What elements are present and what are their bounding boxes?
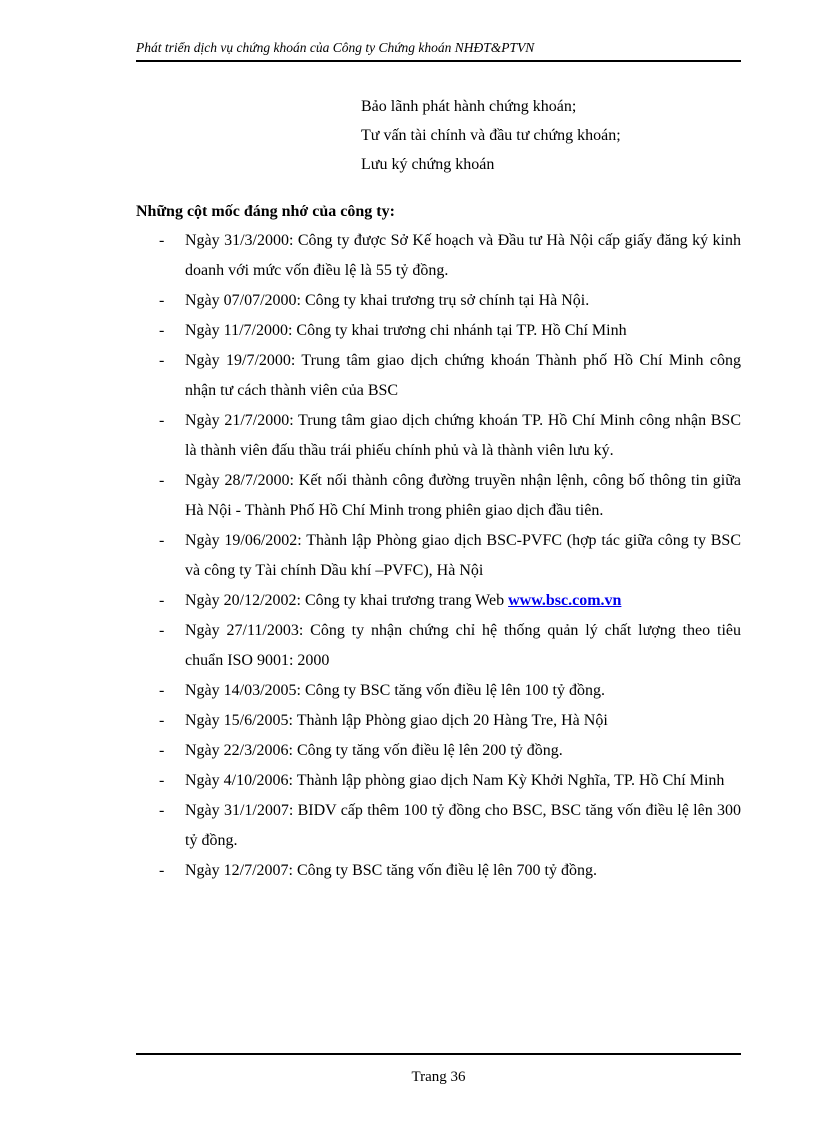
bullet-dash: - <box>159 772 165 789</box>
milestone-item <box>136 856 741 886</box>
milestone-text: Ngày 19/06/2002: Thành lập Phòng giao dịch BSC-PVFC (hợp tác giữa công ty BSC và công ty Tài chính Dầu khí –PVFC), Hà Nội <box>185 532 741 579</box>
milestone-text: Ngày 4/10/2006: Thành lập phòng giao dịch Nam Kỳ Khởi Nghĩa, TP. Hồ Chí Minh <box>185 772 725 789</box>
milestone-item <box>136 286 741 316</box>
website-link[interactable]: www.bsc.com.vn <box>508 592 622 609</box>
bullet-dash: - <box>159 622 165 639</box>
bullet-dash: - <box>159 532 165 549</box>
milestone-item <box>136 316 741 346</box>
footer-rule <box>136 1053 741 1055</box>
milestone-item <box>136 526 741 586</box>
milestone-text: Ngày 19/7/2000: Trung tâm giao dịch chứng khoán Thành phố Hồ Chí Minh công nhận tư cách thành viên của BSC <box>185 352 741 399</box>
bullet-dash: - <box>159 862 165 879</box>
milestone-item <box>136 736 741 766</box>
bullet-dash: - <box>159 712 165 729</box>
milestone-item <box>136 226 741 286</box>
bullet-dash: - <box>159 472 165 489</box>
milestone-text: Ngày 07/07/2000: Công ty khai trương trụ sở chính tại Hà Nội. <box>185 292 590 309</box>
bullet-dash: - <box>159 292 165 309</box>
milestone-text: Ngày 14/03/2005: Công ty BSC tăng vốn điều lệ lên 100 tỷ đồng. <box>185 682 605 699</box>
milestone-item <box>136 796 741 856</box>
milestone-item <box>136 616 741 676</box>
milestone-text: Ngày 20/12/2002: Công ty khai trương trang Web <box>185 592 509 609</box>
milestone-text: Ngày 21/7/2000: Trung tâm giao dịch chứng khoán TP. Hồ Chí Minh công nhận BSC là thành viên đấu thầu trái phiếu chính phủ và là thành viên lưu ký. <box>185 412 741 459</box>
milestone-text: Ngày 31/1/2007: BIDV cấp thêm 100 tỷ đồng cho BSC, BSC tăng vốn điều lệ lên 300 tỷ đồng. <box>185 802 741 849</box>
milestone-item <box>136 676 741 706</box>
bullet-dash: - <box>159 322 165 339</box>
milestone-item <box>136 766 741 796</box>
running-header: Phát triển dịch vụ chứng khoán của Công ty Chứng khoán NHĐT&PTVN <box>136 40 535 55</box>
bullet-dash: - <box>159 412 165 429</box>
header-rule <box>136 60 741 62</box>
bullet-dash: - <box>159 592 165 609</box>
milestones-list <box>136 226 741 886</box>
milestone-item <box>136 466 741 526</box>
milestone-item <box>136 346 741 406</box>
bullet-dash: - <box>159 682 165 699</box>
milestone-text: Ngày 31/3/2000: Công ty được Sở Kế hoạch và Đầu tư Hà Nội cấp giấy đăng ký kinh doanh với mức vốn điều lệ là 55 tỷ đồng. <box>185 232 741 279</box>
milestone-item <box>136 406 741 466</box>
bullet-dash: - <box>159 802 165 819</box>
service-item: Tư vấn tài chính và đầu tư chứng khoán; <box>361 127 621 144</box>
bullet-dash: - <box>159 742 165 759</box>
milestone-text: Ngày 28/7/2000: Kết nối thành công đường truyền nhận lệnh, công bố thông tin giữa Hà Nội - Thành Phố Hồ Chí Minh trong phiên giao dịch đầu tiên. <box>185 472 741 519</box>
milestone-text: Ngày 22/3/2006: Công ty tăng vốn điều lệ lên 200 tỷ đồng. <box>185 742 563 759</box>
milestone-item <box>136 586 741 616</box>
service-item: Bảo lãnh phát hành chứng khoán; <box>361 98 577 115</box>
service-item: Lưu ký chứng khoán <box>361 156 495 173</box>
services-list <box>361 92 621 179</box>
bullet-dash: - <box>159 352 165 369</box>
milestone-text: Ngày 15/6/2005: Thành lập Phòng giao dịch 20 Hàng Tre, Hà Nội <box>185 712 608 729</box>
milestone-text: Ngày 11/7/2000: Công ty khai trương chi nhánh tại TP. Hồ Chí Minh <box>185 322 627 339</box>
bullet-dash: - <box>159 232 165 249</box>
milestone-text: Ngày 27/11/2003: Công ty nhận chứng chỉ hệ thống quản lý chất lượng theo tiêu chuẩn ISO 9001: 2000 <box>185 622 741 669</box>
milestone-text: Ngày 12/7/2007: Công ty BSC tăng vốn điều lệ lên 700 tỷ đồng. <box>185 862 597 879</box>
section-title: Những cột mốc đáng nhớ của công ty: <box>136 203 395 220</box>
milestone-item <box>136 706 741 736</box>
page-number: Trang 36 <box>411 1069 466 1085</box>
